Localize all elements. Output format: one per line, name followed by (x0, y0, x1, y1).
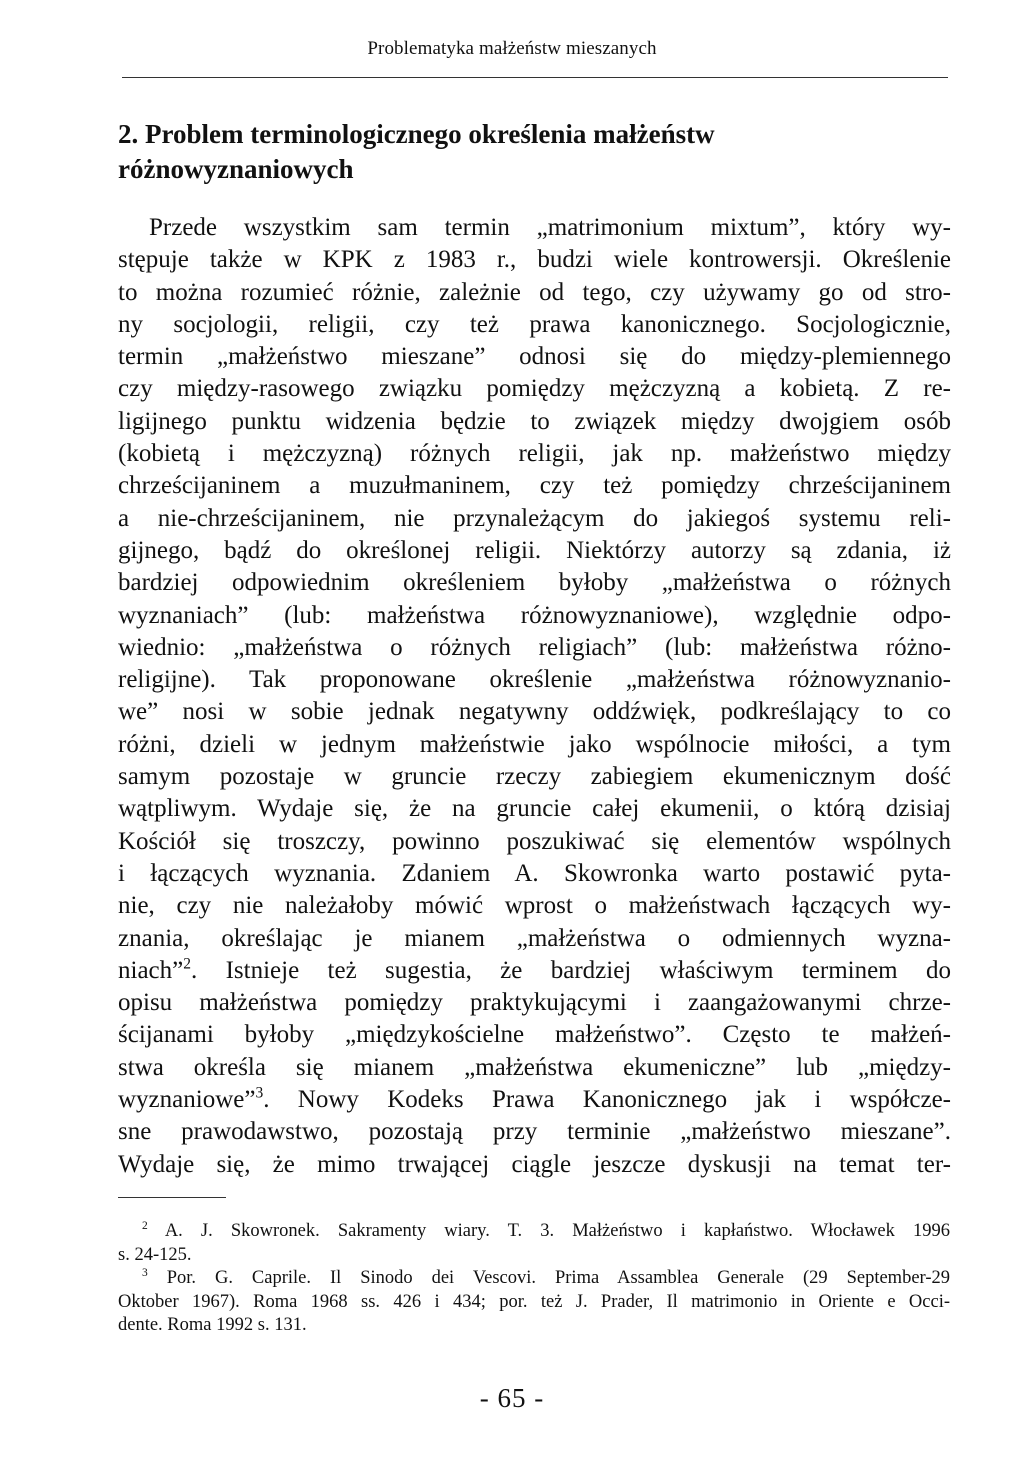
body-line: Przede wszystkim sam termin „matrimonium mixtum”, który wy- (149, 214, 951, 241)
page-number: - 65 - (479, 1383, 545, 1413)
body-line-start: wyznaniowe” (118, 1086, 256, 1114)
body-line: wiednio: „małżeństwa o różnych religiach” (lub: małżeństwa różno- (118, 633, 951, 661)
body-line: sne prawodawstwo, pozostają przy terminie „małżeństwo mieszane”. (118, 1118, 951, 1146)
footnote-ref-3[interactable]: 3 (255, 1084, 264, 1102)
body-line: Kościół się troszczy, powinno poszukiwać się elementów wspólnych (118, 827, 951, 855)
body-line-start: niach” (118, 956, 184, 984)
running-header: Problematyka małżeństw mieszanych (367, 38, 657, 59)
body-line: znania, określając je mianem „małżeństwa o odmiennych wyzna- (118, 924, 951, 952)
body-line: religijne). Tak proponowane określenie „małżeństwa różnowyznanio- (118, 666, 951, 694)
body-line: bardziej odpowiednim określeniem byłoby „małżeństwa o różnych (118, 569, 951, 597)
body-line-tail: . Istnieje też sugestia, że bardziej właściwym terminem do (190, 956, 951, 984)
footnote-2 (118, 1220, 950, 1244)
footnote-separator (118, 1197, 226, 1198)
body-line: ligijnego punktu widzenia będzie to związek między dwojgiem osób (118, 407, 951, 435)
body-line: nie, czy nie należałoby mówić wprost o małżeństwach łączących wy- (118, 892, 951, 920)
body-line: stępuje także w KPK z 1983 r., budzi wiele kontrowersji. Określenie (118, 246, 951, 274)
footnote-marker: 3 (142, 1267, 148, 1280)
body-line: Wydaje się, że mimo trwającej ciągle jeszcze dyskusji na temat ter- (118, 1150, 951, 1178)
section-title-line-1: 2. Problem terminologicznego określenia małżeństw (118, 119, 715, 149)
body-line: chrześcijaninem a muzułmaninem, czy też pomiędzy chrześcijaninem (118, 472, 951, 500)
body-line: ścijanami byłoby „międzykościelne małżeństwo”. Często te małżeń- (118, 1021, 951, 1049)
body-line: stwa określa się mianem „małżeństwa ekumeniczne” lub „między- (118, 1053, 951, 1081)
body-line: samym pozostaje w gruncie rzeczy zabiegiem ekumenicznym dość (118, 763, 951, 791)
body-line-tail: . Nowy Kodeks Prawa Kanonicznego jak i współcze- (263, 1086, 951, 1114)
body-line (118, 955, 951, 987)
body-line: gijnego, bądź do określonej religii. Niektórzy autorzy są zdania, iż (118, 536, 951, 564)
body-line: opisu małżeństwa pomiędzy praktykującymi i zaangażowanymi chrze- (118, 989, 951, 1017)
footnote-text: Por. G. Caprile. Il Sinodo dei Vescovi. Prima Assamblea Generale (29 September-29 (147, 1268, 950, 1289)
body-line: wyznaniach” (lub: małżeństwa różnowyznaniowe), względnie odpo- (118, 601, 951, 629)
footnote-2-cont: s. 24-125. (118, 1244, 192, 1265)
footnote-marker: 2 (142, 1220, 148, 1233)
body-line (118, 1084, 951, 1116)
body-line: we” nosi w sobie jednak negatywny oddźwięk, podkreślający to co (118, 698, 951, 726)
body-line: a nie-chrześcijaninem, nie przynależącym do jakiegoś systemu reli- (118, 504, 951, 532)
body-line: wątpliwym. Wydaje się, że na gruncie całej ekumenii, o którą dzisiaj (118, 795, 951, 823)
body-paragraph (118, 212, 951, 1181)
footnote-3-cont: Oktober 1967). Roma 1968 ss. 426 i 434; por. też J. Prader, Il matrimonio in Oriente e Occi- (118, 1291, 950, 1312)
body-line: (kobietą i mężczyzną) różnych religii, jak np. małżeństwo między (118, 440, 951, 468)
body-line: to można rozumieć różnie, zależnie od tego, czy używamy go od stro- (118, 278, 951, 306)
section-title (118, 117, 948, 187)
footnote-3 (118, 1267, 950, 1291)
section-title-line-2: różnowyznaniowych (118, 154, 354, 184)
body-line: różni, dzieli w jednym małżeństwie jako wspólnocie miłości, a tym (118, 730, 951, 758)
footnote-ref-2[interactable]: 2 (183, 955, 191, 973)
footnote-text: A. J. Skowronek. Sakramenty wiary. T. 3. Małżeństwo i kapłaństwo. Włocławek 1996 (147, 1221, 950, 1241)
body-line: ny socjologii, religii, czy też prawa kanonicznego. Socjologicznie, (118, 310, 951, 338)
body-line: i łączących wyznania. Zdaniem A. Skowronka warto postawić pyta- (118, 859, 951, 887)
footnote-3-cont: dente. Roma 1992 s. 131. (118, 1315, 307, 1336)
body-line: termin „małżeństwo mieszane” odnosi się do między-plemiennego (118, 343, 951, 371)
header-rule (122, 77, 948, 78)
body-line: czy między-rasowego związku pomiędzy mężczyzną a kobietą. Z re- (118, 375, 951, 403)
footnotes (118, 1220, 950, 1338)
